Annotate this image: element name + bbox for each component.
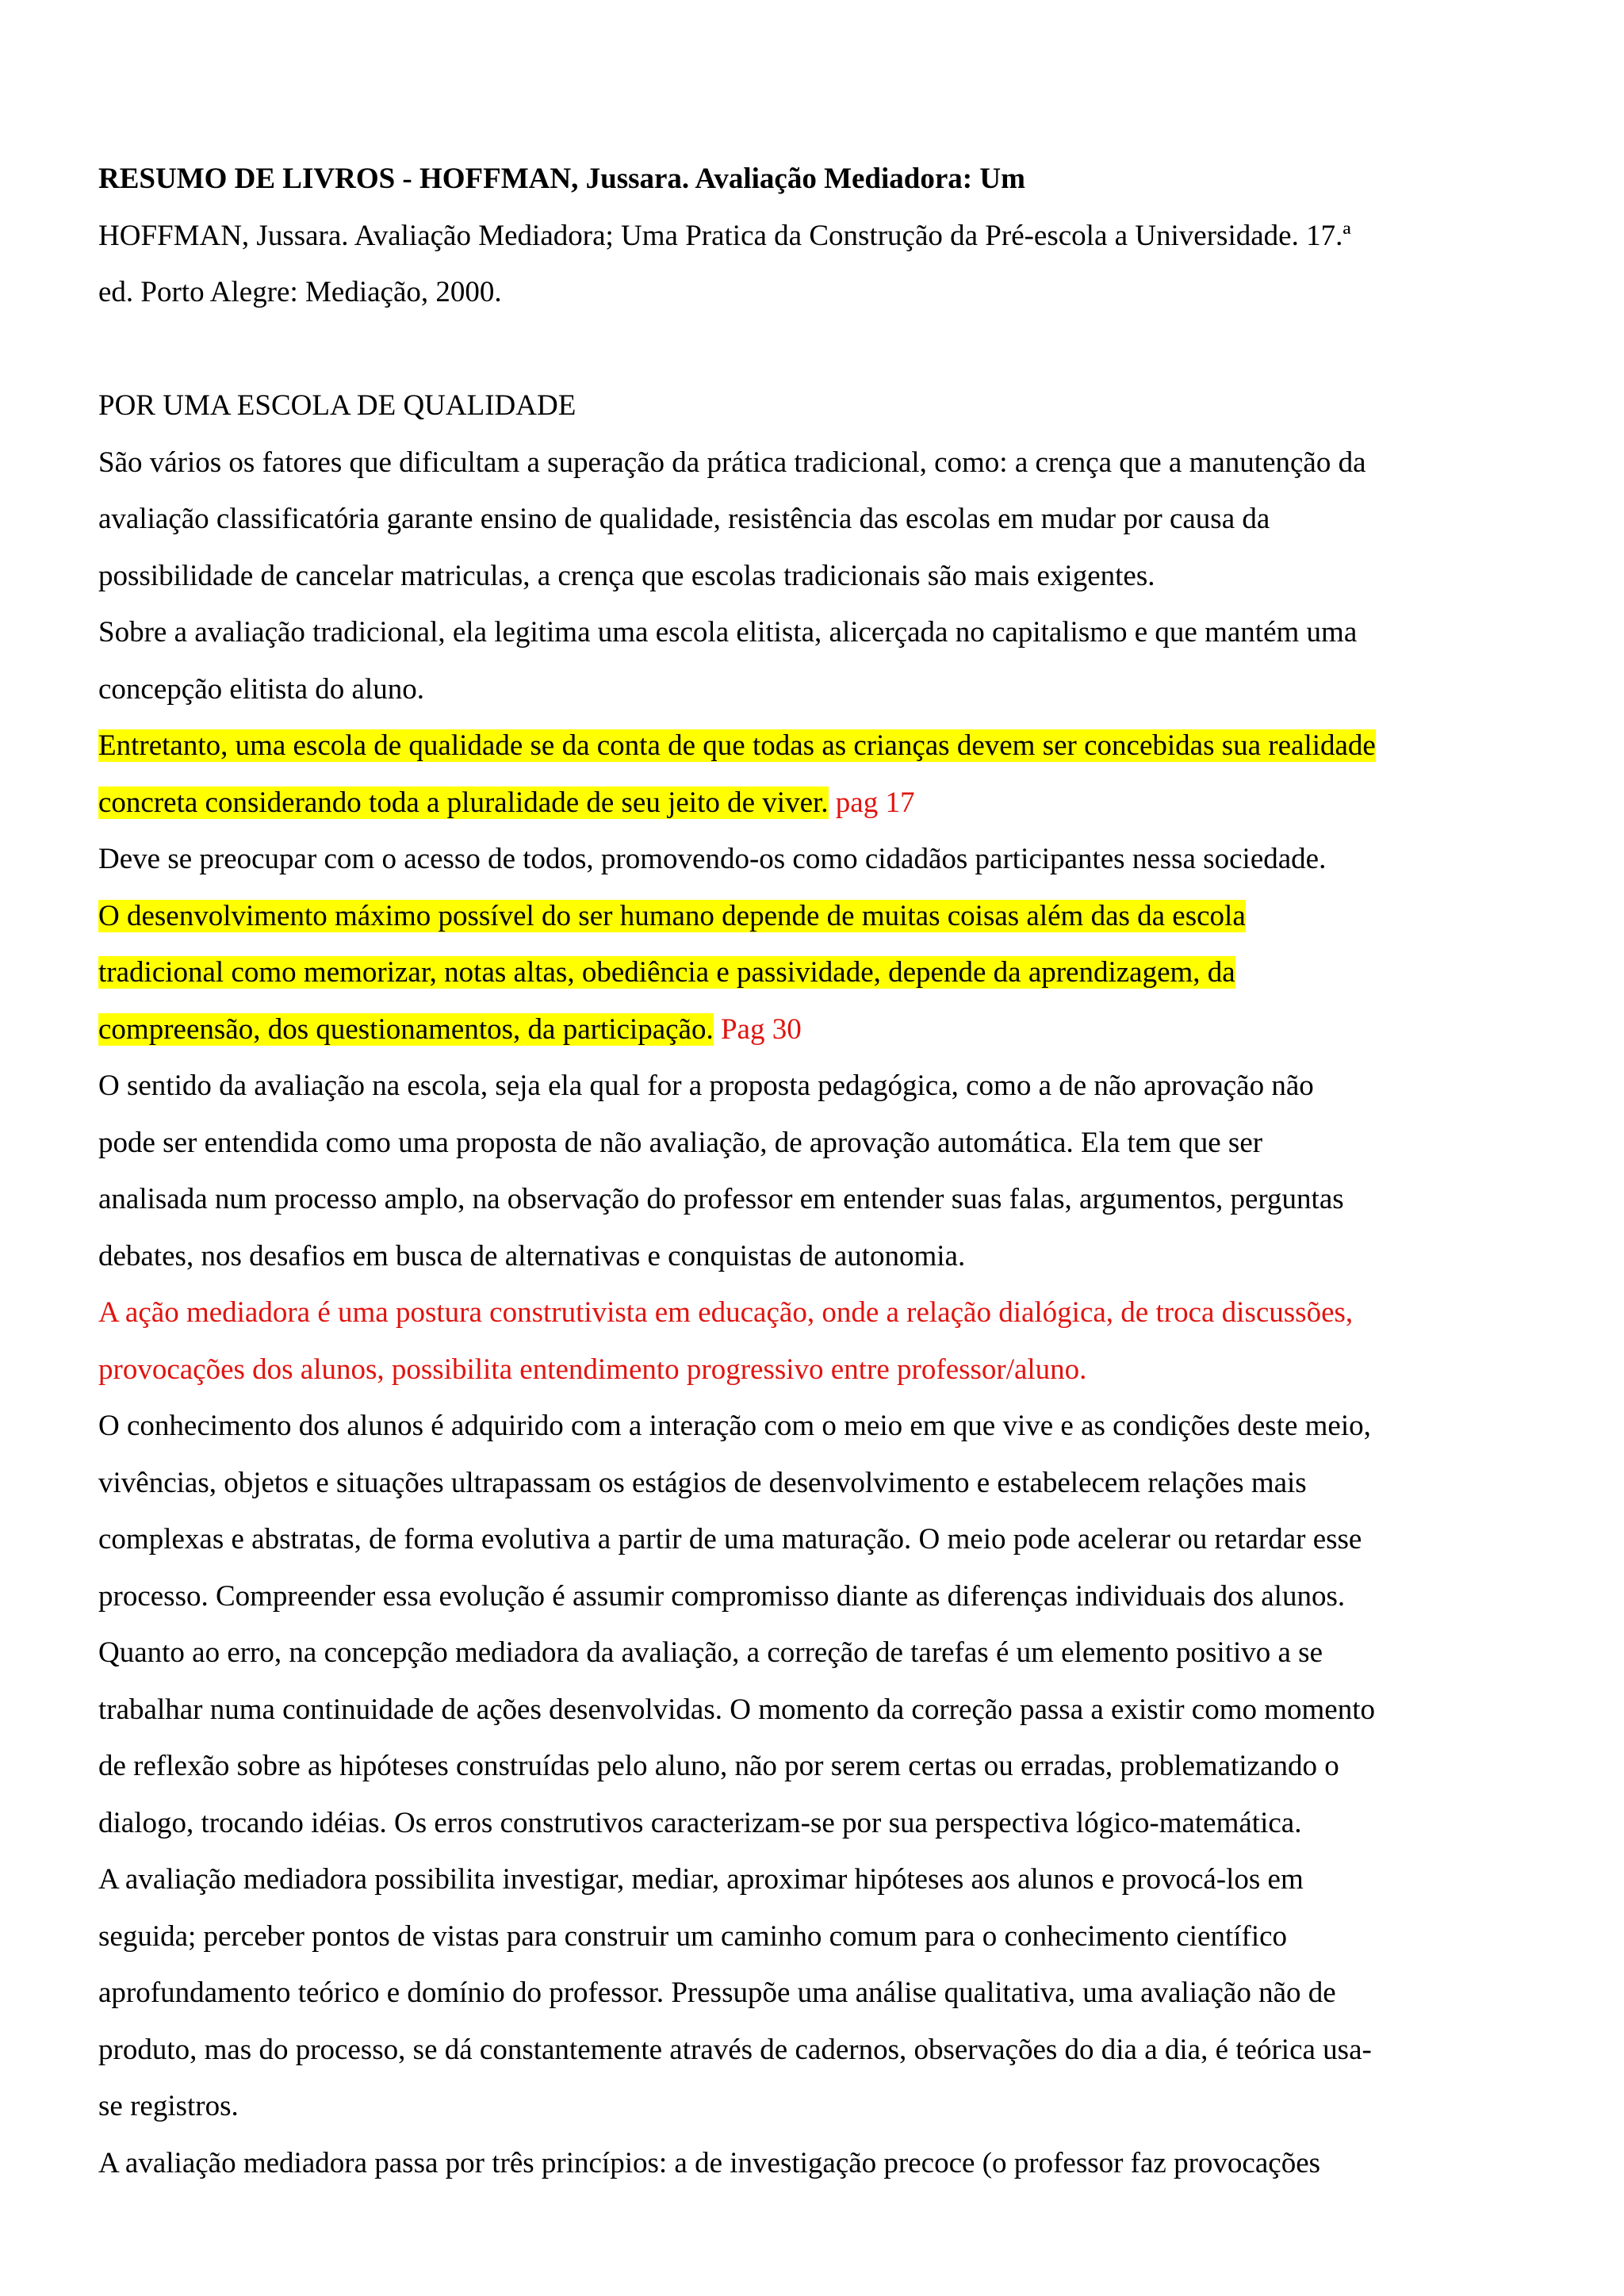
text-line: Sobre a avaliação tradicional, ela legitima uma escola elitista, alicerçada no capitalismo e que mantém uma — [98, 616, 1358, 649]
highlighted-text: compreensão, dos questionamentos, da participação. — [98, 1012, 714, 1046]
page-reference: pag 17 — [835, 786, 915, 819]
reference-line: ed. Porto Alegre: Mediação, 2000. — [98, 276, 502, 308]
red-text-line: provocações dos alunos, possibilita entendimento progressivo entre professor/aluno. — [98, 1353, 1087, 1386]
page-reference: Pag 30 — [720, 1012, 802, 1046]
reference-line: HOFFMAN, Jussara. Avaliação Mediadora; Uma Pratica da Construção da Pré-escola a Universidade. 17.ª — [98, 219, 1351, 252]
text-line: seguida; perceber pontos de vistas para construir um caminho comum para o conhecimento científico — [98, 1919, 1288, 1953]
text-line: avaliação classificatória garante ensino de qualidade, resistência das escolas em mudar por causa da — [98, 503, 1270, 535]
text-line: concepção elitista do aluno. — [98, 672, 424, 706]
document-body — [98, 151, 1526, 2191]
text-line: processo. Compreender essa evolução é assumir compromisso diante as diferenças individuais dos alunos. — [98, 1579, 1346, 1613]
text-line: vivências, objetos e situações ultrapassam os estágios de desenvolvimento e estabelecem relações mais — [98, 1466, 1307, 1499]
text-line: O sentido da avaliação na escola, seja ela qual for a proposta pedagógica, como a de não aprovação não — [98, 1070, 1314, 1102]
highlighted-line — [98, 775, 1526, 832]
text-line: produto, mas do processo, se dá constantemente através de cadernos, observações do dia a dia, é teórica usa- — [98, 2033, 1372, 2066]
highlighted-text: Entretanto, uma escola de qualidade se da conta de que todas as crianças devem ser concebidas sua realidade — [98, 729, 1376, 762]
text-line: O conhecimento dos alunos é adquirido com a interação com o meio em que vive e as condições deste meio, — [98, 1410, 1371, 1442]
document-title: RESUMO DE LIVROS - HOFFMAN, Jussara. Avaliação Mediadora: Um — [98, 163, 1025, 195]
text-line: debates, nos desafios em busca de alternativas e conquistas de autonomia. — [98, 1239, 966, 1272]
text-line: Deve se preocupar com o acesso de todos, promovendo-os como cidadãos participantes nessa sociedade. — [98, 843, 1327, 875]
highlighted-line — [98, 718, 1526, 775]
highlighted-text: tradicional como memorizar, notas altas, obediência e passividade, depende da aprendizagem, da — [98, 956, 1235, 989]
text-line: se registros. — [98, 2090, 239, 2122]
red-text-line: A ação mediadora é uma postura construtivista em educação, onde a relação dialógica, de troca discussões, — [98, 1296, 1354, 1329]
highlighted-text: concreta considerando toda a pluralidade de seu jeito de viver. — [98, 786, 829, 819]
text-line: A avaliação mediadora possibilita investigar, mediar, aproximar hipóteses aos alunos e provocá-los em — [98, 1863, 1304, 1896]
text-line: de reflexão sobre as hipóteses construídas pelo aluno, não por serem certas ou erradas, problematizando o — [98, 1750, 1339, 1782]
text-line: dialogo, trocando idéias. Os erros construtivos caracterizam-se por sua perspectiva lógico-matemática. — [98, 1806, 1302, 1839]
text-line: São vários os fatores que dificultam a superação da prática tradicional, como: a crença que a manutenção da — [98, 446, 1366, 479]
text-line: pode ser entendida como uma proposta de não avaliação, de aprovação automática. Ela tem que ser — [98, 1126, 1263, 1159]
text-line: possibilidade de cancelar matriculas, a crença que escolas tradicionais são mais exigentes. — [98, 559, 1155, 592]
highlighted-line — [98, 1001, 1526, 1058]
text-line: analisada num processo amplo, na observação do professor em entender suas falas, argumentos, perguntas — [98, 1183, 1344, 1215]
text-line: complexas e abstratas, de forma evolutiva a partir de uma maturação. O meio pode acelerar ou retardar esse — [98, 1523, 1362, 1556]
highlighted-text: O desenvolvimento máximo possível do ser humano depende de muitas coisas além das da escola — [98, 899, 1246, 932]
blank-line — [98, 321, 1526, 378]
text-line: aprofundamento teórico e domínio do professor. Pressupõe uma análise qualitativa, uma avaliação não de — [98, 1976, 1336, 2009]
highlighted-line — [98, 888, 1526, 945]
text-line: Quanto ao erro, na concepção mediadora da avaliação, a correção de tarefas é um elemento positivo a se — [98, 1636, 1323, 1669]
section-heading: POR UMA ESCOLA DE QUALIDADE — [98, 389, 576, 422]
highlighted-line — [98, 944, 1526, 1001]
text-line: trabalhar numa continuidade de ações desenvolvidas. O momento da correção passa a existir como momento — [98, 1693, 1375, 1726]
text-line: A avaliação mediadora passa por três princípios: a de investigação precoce (o professor faz provocações — [98, 2146, 1321, 2179]
